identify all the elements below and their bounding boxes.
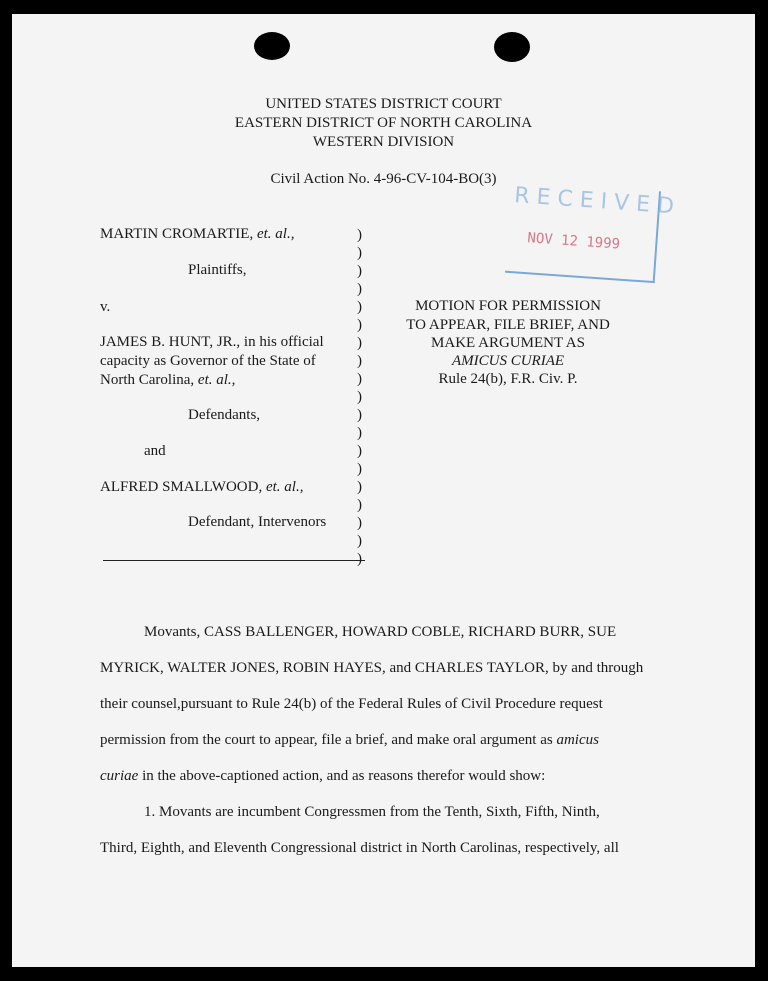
caption-paren: ): [357, 497, 362, 513]
document-page: [12, 14, 755, 967]
caption-paren: ): [357, 425, 362, 441]
caption-paren: ): [357, 533, 362, 549]
caption-paren: ): [357, 227, 362, 243]
versus: v.: [100, 299, 111, 315]
caption-paren: ): [357, 515, 362, 531]
caption-paren: ): [357, 479, 362, 495]
body-line-6: 1. Movants are incumbent Congressmen from the Tenth, Sixth, Fifth, Ninth,: [144, 804, 600, 820]
motion-title-line-1: MOTION FOR PERMISSION: [415, 298, 601, 314]
caption-paren: ): [357, 407, 362, 423]
body-line-2: MYRICK, WALTER JONES, ROBIN HAYES, and CHARLES TAYLOR, by and through: [100, 660, 644, 676]
defendant-line-3: North Carolina, et. al.,: [100, 372, 236, 388]
motion-rule-reference: Rule 24(b), F.R. Civ. P.: [438, 371, 578, 387]
punch-hole-left: [254, 32, 290, 60]
motion-title-line-2: TO APPEAR, FILE BRIEF, AND: [406, 317, 610, 333]
received-stamp-date: NOV 12 1999: [526, 230, 621, 253]
caption-paren: ): [357, 353, 362, 369]
body-line-5: curiae in the above-captioned action, and as reasons therefor would show:: [100, 768, 546, 784]
intervenor-name: ALFRED SMALLWOOD, et. al.,: [100, 479, 304, 495]
defendant-line-1: JAMES B. HUNT, JR., in his official: [100, 334, 324, 350]
court-name: UNITED STATES DISTRICT COURT: [265, 96, 502, 112]
caption-paren: ): [357, 317, 362, 333]
body-line-1: Movants, CASS BALLENGER, HOWARD COBLE, RICHARD BURR, SUE: [144, 624, 617, 640]
motion-title-line-3: MAKE ARGUMENT AS: [431, 335, 585, 351]
caption-paren: ): [357, 371, 362, 387]
caption-paren: ): [357, 263, 362, 279]
division-name: WESTERN DIVISION: [312, 134, 455, 150]
caption-paren: ): [357, 551, 362, 567]
body-line-3: their counsel,pursuant to Rule 24(b) of the Federal Rules of Civil Procedure request: [100, 696, 603, 712]
body-line-4: permission from the court to appear, file a brief, and make oral argument as amicus: [100, 732, 599, 748]
caption-paren: ): [357, 389, 362, 405]
caption-parentheses: [357, 226, 362, 568]
caption-paren: ): [357, 443, 362, 459]
body-line-7: Third, Eighth, and Eleventh Congressional district in North Carolinas, respectively, all: [100, 840, 619, 856]
caption-rule: [103, 560, 365, 561]
and-label: and: [144, 443, 166, 459]
caption-paren: ): [357, 335, 362, 351]
caption-paren: ): [357, 245, 362, 261]
defendant-line-2: capacity as Governor of the State of: [100, 353, 316, 369]
caption-paren: ): [357, 281, 362, 297]
civil-action-number: Civil Action No. 4-96-CV-104-BO(3): [270, 171, 497, 187]
intervenors-label: Defendant, Intervenors: [188, 514, 327, 530]
punch-hole-right: [494, 32, 530, 62]
defendants-label: Defendants,: [188, 407, 261, 423]
plaintiff-name: MARTIN CROMARTIE, et. al.,: [100, 226, 295, 242]
motion-title-line-4: AMICUS CURIAE: [451, 353, 565, 369]
caption-paren: ): [357, 299, 362, 315]
caption-paren: ): [357, 461, 362, 477]
received-stamp: [505, 181, 682, 283]
received-stamp-text: RECEIVED: [513, 183, 682, 220]
district-name: EASTERN DISTRICT OF NORTH CAROLINA: [234, 115, 533, 131]
plaintiffs-label: Plaintiffs,: [188, 262, 247, 278]
